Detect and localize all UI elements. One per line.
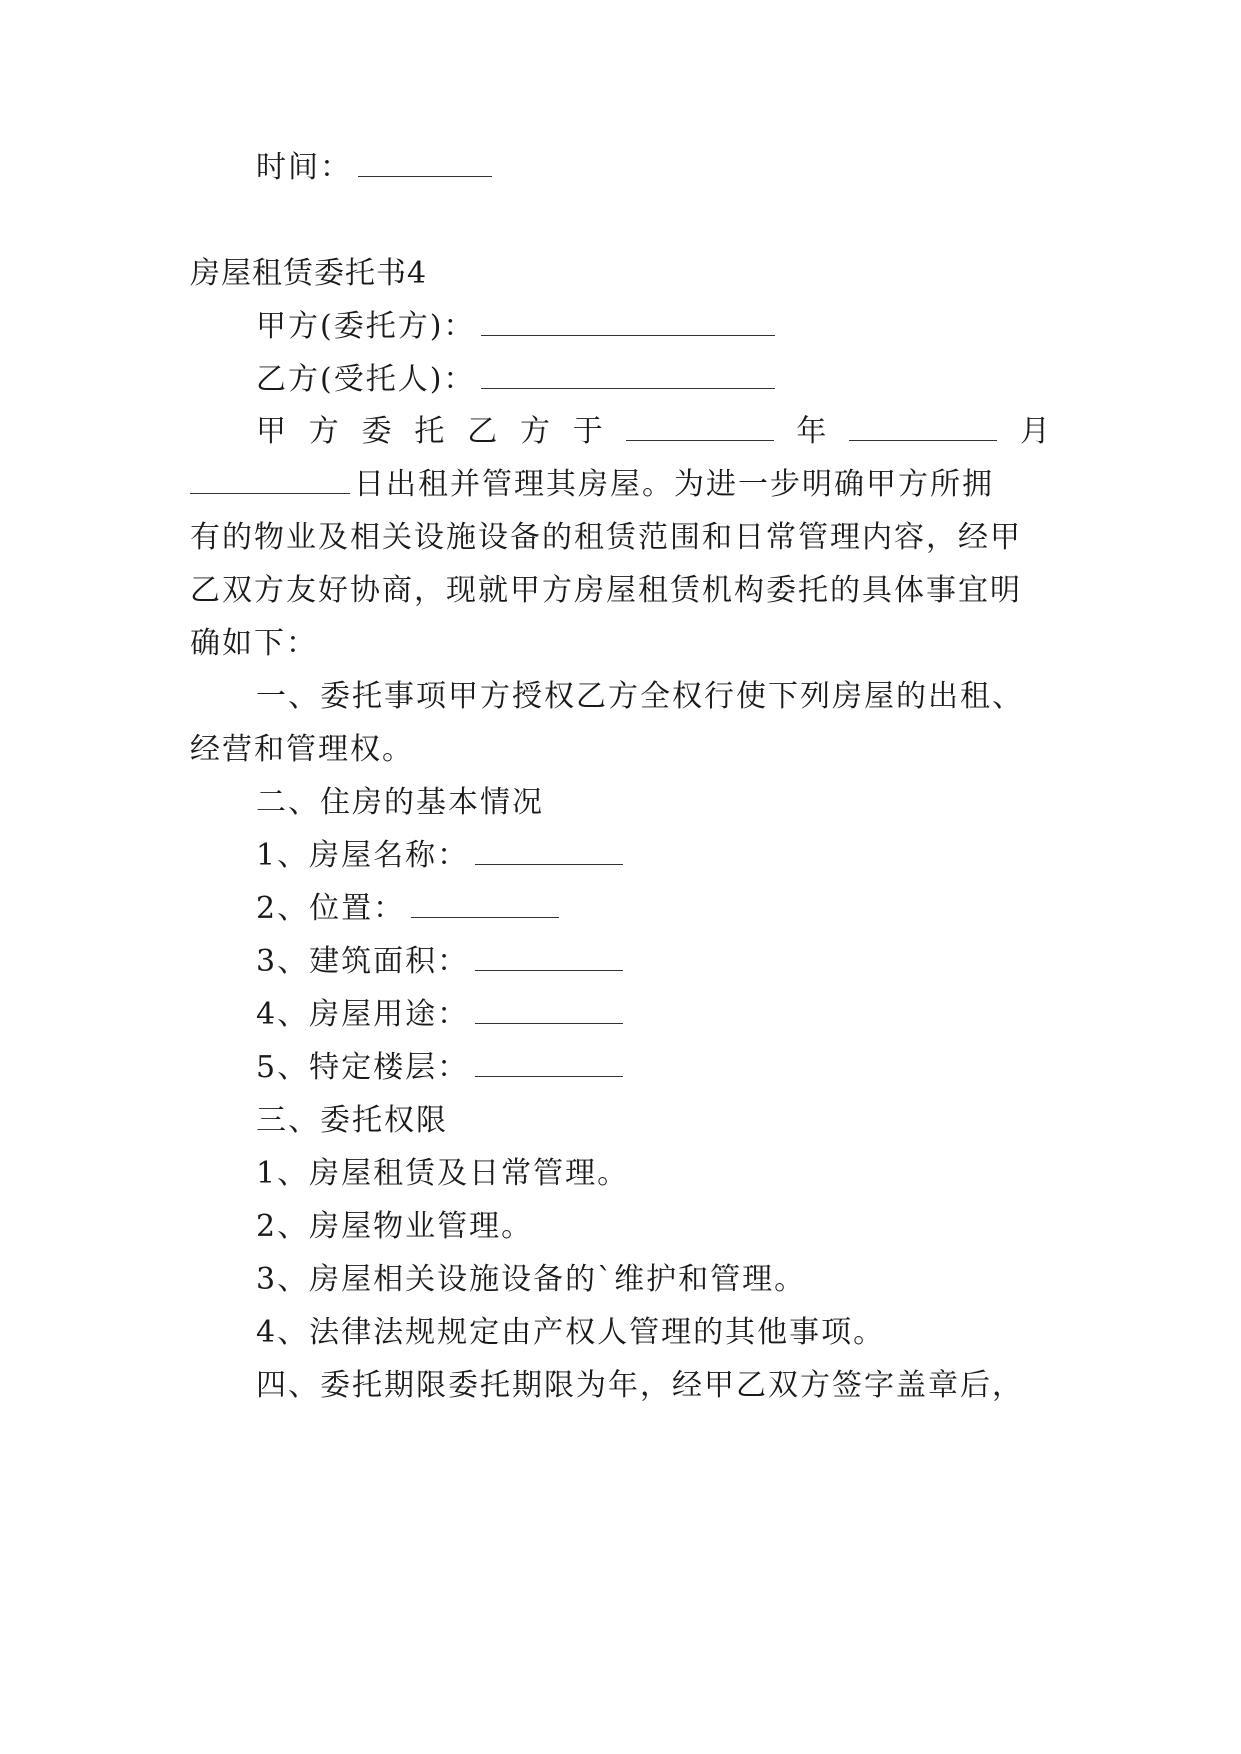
time-label: 时间： xyxy=(256,150,352,185)
section-3-heading: 三、委托权限 xyxy=(256,1103,448,1138)
specific-floor-label: 5、特定楼层： xyxy=(256,1050,470,1085)
year-blank xyxy=(626,414,774,441)
party-a-label: 甲方(委托方)： xyxy=(256,309,476,344)
section-2-item xyxy=(256,836,623,876)
floor-area-blank xyxy=(475,944,623,971)
intro-row-1 xyxy=(256,412,1050,452)
section-2-item xyxy=(256,889,559,929)
intro-row-3: 有的物业及相关设施设备的租赁范围和日常管理内容，经甲 xyxy=(190,520,1022,555)
section-3-item: 4、法律法规规定由产权人管理的其他事项。 xyxy=(256,1315,886,1350)
section-1-row-1: 一、委托事项甲方授权乙方全权行使下列房屋的出租、 xyxy=(256,679,1024,714)
location-blank xyxy=(411,891,559,918)
house-use-blank xyxy=(475,997,623,1024)
intro-row-5: 确如下： xyxy=(190,626,318,661)
intro-row-4: 乙双方友好协商，现就甲方房屋租赁机构委托的具体事宜明 xyxy=(190,573,1022,608)
intro-char: 方 xyxy=(308,414,339,449)
section-1-row-2: 经营和管理权。 xyxy=(190,732,414,767)
party-b-blank xyxy=(481,362,775,389)
intro-row-2-text: 日出租并管理其房屋。为进一步明确甲方所拥 xyxy=(354,467,994,502)
intro-char: 甲 xyxy=(256,414,286,449)
party-b-line xyxy=(256,360,775,400)
time-line xyxy=(256,148,492,188)
intro-char: 方 xyxy=(519,414,550,449)
section-2-item xyxy=(256,942,623,982)
day-blank xyxy=(190,467,350,494)
house-name-blank xyxy=(475,838,623,865)
intro-char: 乙 xyxy=(467,414,498,449)
month-blank xyxy=(849,414,997,441)
specific-floor-blank xyxy=(475,1050,623,1077)
intro-char: 年 xyxy=(796,414,827,449)
section-3-item: 3、房屋相关设施设备的`维护和管理。 xyxy=(256,1262,807,1297)
section-2-heading: 二、住房的基本情况 xyxy=(256,785,544,820)
section-3-item: 2、房屋物业管理。 xyxy=(256,1209,534,1244)
intro-char: 托 xyxy=(414,414,445,449)
section-2-item xyxy=(256,995,623,1035)
section-3-item: 1、房屋租赁及日常管理。 xyxy=(256,1156,630,1191)
document-title: 房屋租赁委托书4 xyxy=(190,256,428,291)
house-use-label: 4、房屋用途： xyxy=(256,997,470,1032)
party-a-line xyxy=(256,307,775,347)
intro-char: 于 xyxy=(572,414,603,449)
party-b-label: 乙方(受托人)： xyxy=(256,362,476,397)
section-2-item xyxy=(256,1048,623,1088)
time-blank xyxy=(358,150,492,177)
floor-area-label: 3、建筑面积： xyxy=(256,944,470,979)
intro-char: 月 xyxy=(1019,414,1050,449)
house-name-label: 1、房屋名称： xyxy=(256,838,470,873)
party-a-blank xyxy=(481,309,775,336)
location-label: 2、位置： xyxy=(256,891,406,926)
intro-char: 委 xyxy=(361,414,392,449)
intro-row-2 xyxy=(190,465,994,505)
section-4-row-1: 四、委托期限委托期限为年，经甲乙双方签字盖章后， xyxy=(256,1368,1024,1403)
